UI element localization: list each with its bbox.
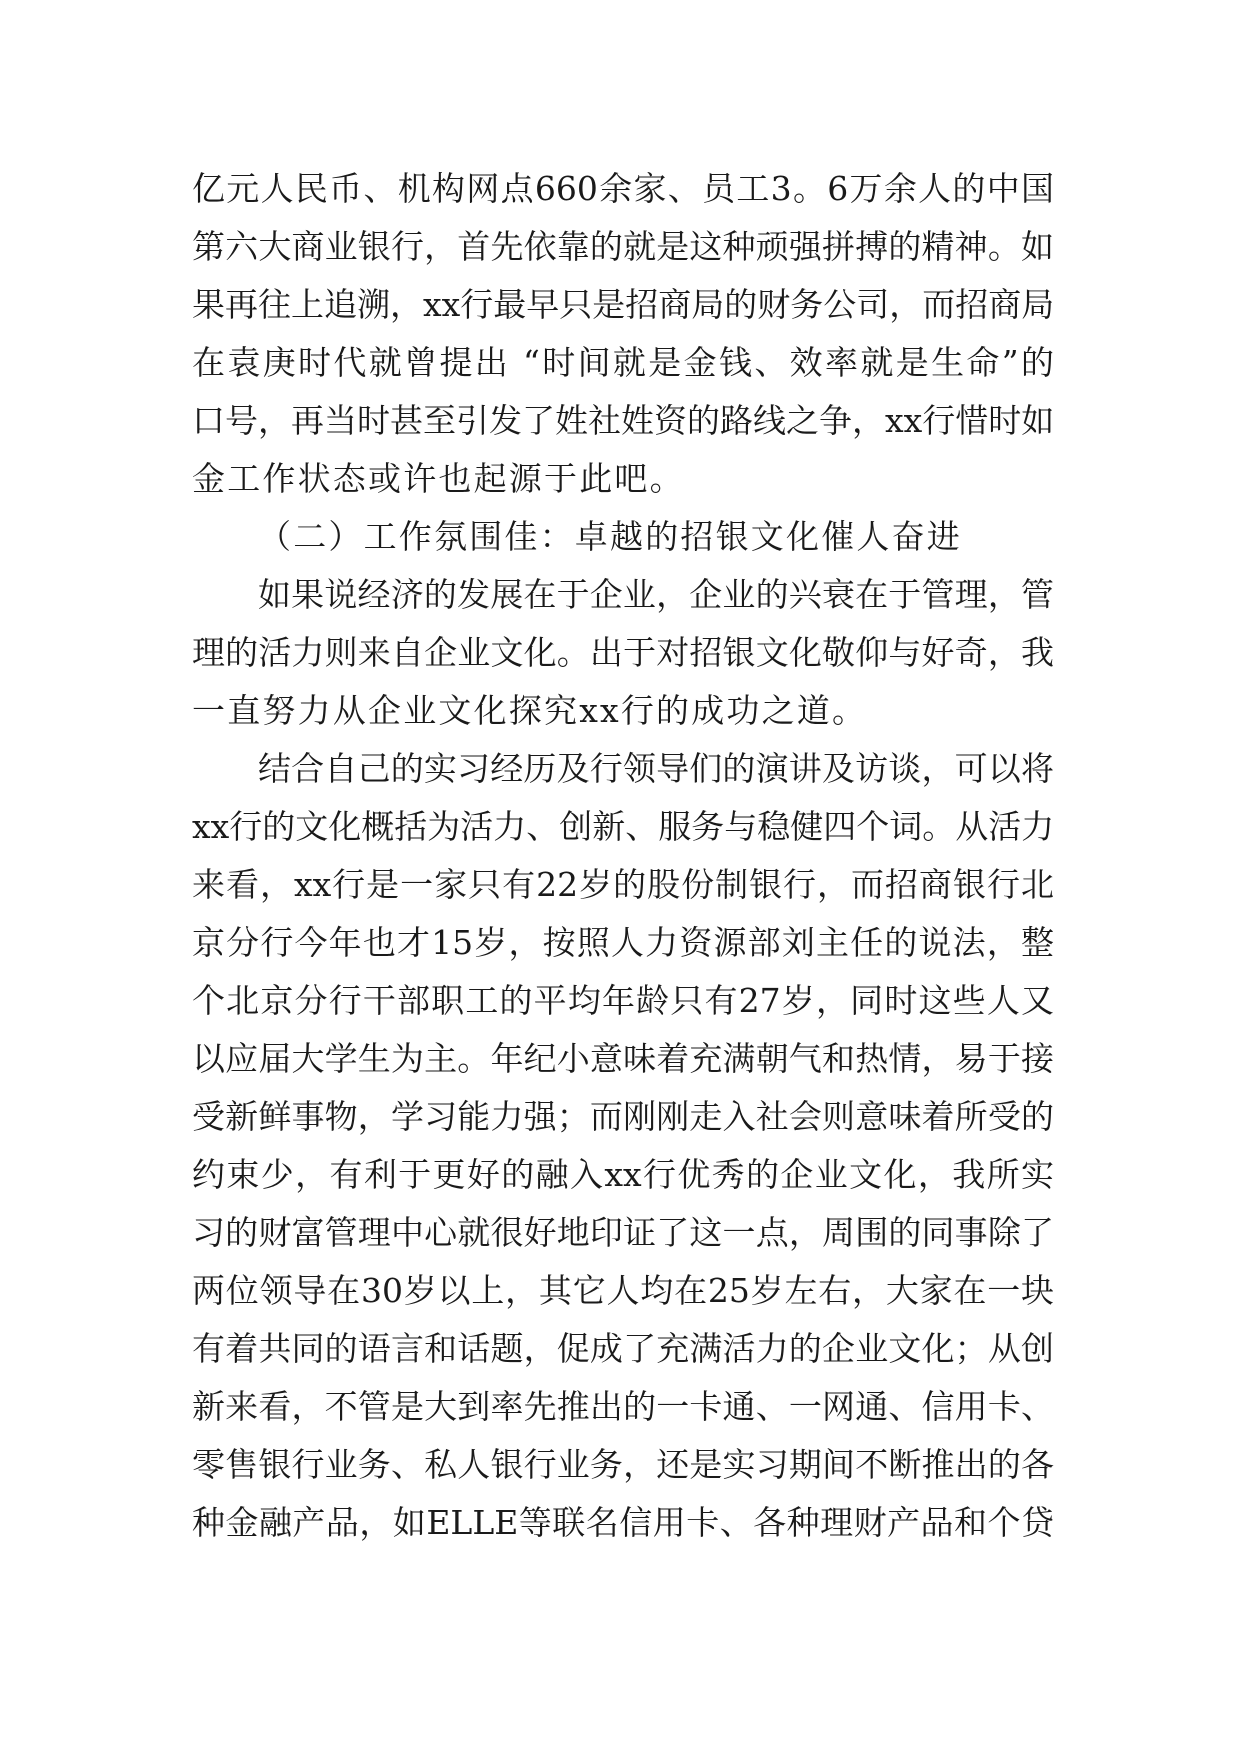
text-line: 两位领导在30岁以上，其它人均在25岁左右，大家在一块 bbox=[192, 1271, 1054, 1310]
text-line: 种金融产品，如ELLE等联名信用卡、各种理财产品和个贷 bbox=[192, 1503, 1054, 1542]
paragraph-first-line: 结合自己的实习经历及行领导们的演讲及访谈，可以将 bbox=[258, 749, 1054, 788]
text-line: 亿元人民币、机构网点660余家、员工3。6万余人的中国 bbox=[192, 169, 1054, 208]
text-line: 京分行今年也才15岁，按照人力资源部刘主任的说法，整 bbox=[192, 923, 1054, 962]
section-heading: （二）工作氛围佳：卓越的招银文化催人奋进 bbox=[258, 517, 962, 556]
text-line: 受新鲜事物，学习能力强；而刚刚走入社会则意味着所受的 bbox=[192, 1097, 1054, 1136]
document-body bbox=[192, 160, 1054, 1552]
text-line: 金工作状态或许也起源于此吧。 bbox=[192, 459, 685, 498]
text-line: 习的财富管理中心就很好地印证了这一点，周围的同事除了 bbox=[192, 1213, 1054, 1252]
text-line: 零售银行业务、私人银行业务，还是实习期间不断推出的各 bbox=[192, 1445, 1054, 1484]
text-line: 第六大商业银行，首先依靠的就是这种顽强拼搏的精神。如 bbox=[192, 227, 1054, 266]
text-line: 来看，xx行是一家只有22岁的股份制银行，而招商银行北 bbox=[192, 865, 1054, 904]
text-line: 一直努力从企业文化探究xx行的成功之道。 bbox=[192, 691, 868, 730]
text-line: 约束少，有利于更好的融入xx行优秀的企业文化，我所实 bbox=[192, 1155, 1054, 1194]
text-line: 有着共同的语言和话题，促成了充满活力的企业文化；从创 bbox=[192, 1329, 1054, 1368]
text-line: 在袁庚时代就曾提出 “时间就是金钱、效率就是生命”的 bbox=[192, 343, 1054, 382]
text-line: 果再往上追溯，xx行最早只是招商局的财务公司，而招商局 bbox=[192, 285, 1055, 324]
text-line: 理的活力则来自企业文化。出于对招银文化敬仰与好奇，我 bbox=[192, 633, 1054, 672]
text-line: 个北京分行干部职工的平均年龄只有27岁，同时这些人又 bbox=[192, 981, 1054, 1020]
paragraph-first-line: 如果说经济的发展在于企业，企业的兴衰在于管理，管 bbox=[258, 575, 1054, 614]
text-line: 口号，再当时甚至引发了姓社姓资的路线之争，xx行惜时如 bbox=[192, 401, 1055, 440]
text-line: 以应届大学生为主。年纪小意味着充满朝气和热情，易于接 bbox=[192, 1039, 1054, 1078]
text-line: 新来看，不管是大到率先推出的一卡通、一网通、信用卡、 bbox=[192, 1387, 1054, 1426]
text-line: xx行的文化概括为活力、创新、服务与稳健四个词。从活力 bbox=[192, 807, 1055, 846]
